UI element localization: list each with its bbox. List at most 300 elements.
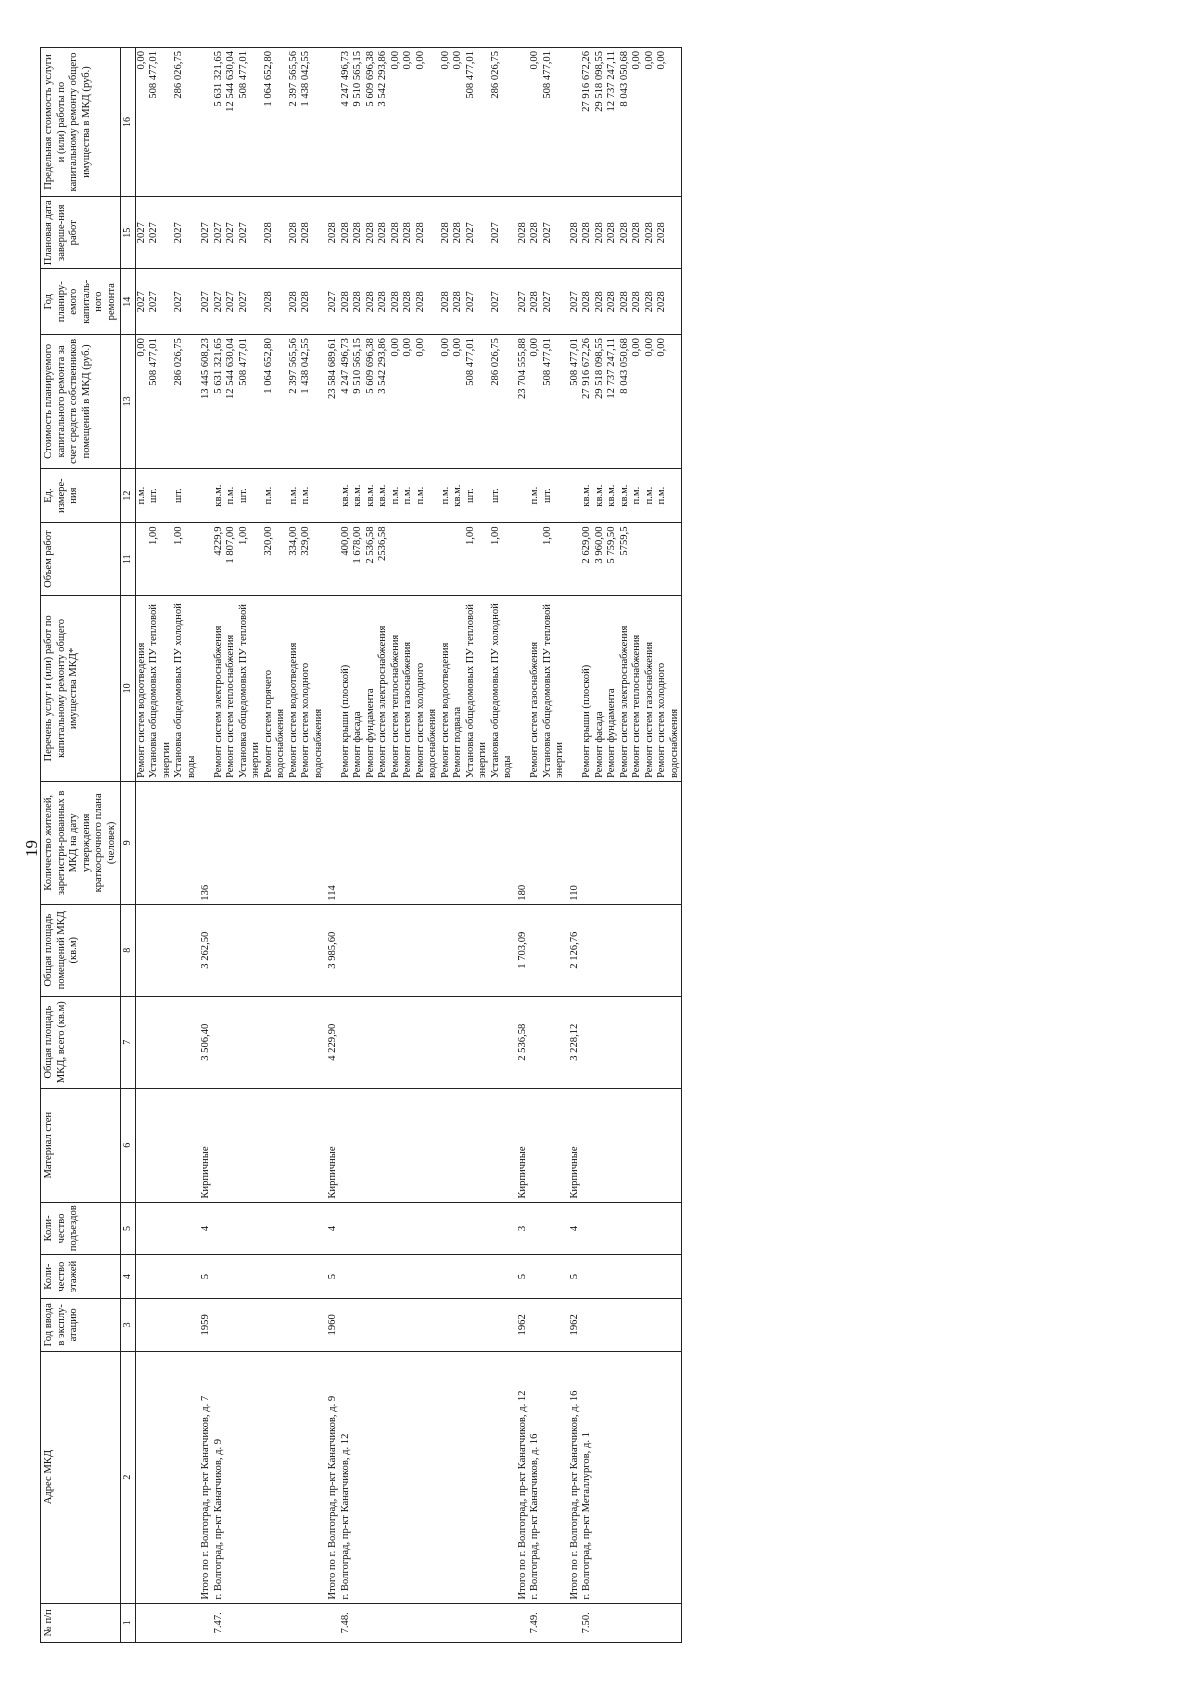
cell-work-type: Установка общедомовых ПУ тепловой энергии [542,595,567,781]
cell-number [542,1603,567,1642]
work-row [148,48,173,1643]
cell-number [415,1603,440,1642]
cell-residents [440,782,453,905]
cell-unit: п.м. [440,468,453,523]
cell-residents [263,782,288,905]
cell-area-total [288,996,301,1088]
cell-completion-date: 2028 [515,197,530,269]
cell-cost: 23 584 689,61 [325,335,340,469]
cell-unit: кв.м. [340,468,353,523]
cell-year-built [490,1299,515,1352]
cell-address [415,1351,440,1603]
total-row [515,48,530,1643]
cell-entrances: 4 [198,1202,213,1255]
cell-entrances [656,1202,682,1255]
cell-cost: 0,00 [656,335,682,469]
cell-number: 7.50. [581,1603,594,1642]
cell-entrances: 4 [567,1202,582,1255]
cell-work-type: Установка общедомовых ПУ тепловой энергии [148,595,173,781]
cell-address [173,1351,198,1603]
cell-completion-date: 2028 [352,197,365,269]
header-cell: Стоимость планируемого капитального ремонта за счет средств собственников помещений в МКД (руб.) [41,335,121,469]
building-row [213,48,226,1643]
cell-year-built [225,1299,238,1352]
cell-wall-material [213,1088,226,1202]
cell-work-type: Ремонт систем водоотведения [440,595,453,781]
cell-volume: 1,00 [542,523,567,595]
cell-floors [352,1255,365,1299]
cell-area-total [238,996,263,1088]
cell-unit: шт. [148,468,173,523]
cell-limit-cost: 0,00 [402,48,415,197]
column-number: 16 [121,48,136,197]
cell-wall-material [352,1088,365,1202]
cell-entrances [594,1202,607,1255]
column-number: 2 [121,1351,136,1603]
column-number: 5 [121,1202,136,1255]
cell-floors [606,1255,619,1299]
cell-completion-date: 2028 [619,197,632,269]
cell-address: г. Волгоград, пр-кт Канатчиков, д. 16 [529,1351,542,1603]
cell-residents: 180 [515,782,530,905]
column-number: 15 [121,197,136,269]
cell-unit [198,468,213,523]
cell-area-total [606,996,619,1088]
cell-number [300,1603,325,1642]
cell-volume [515,523,530,595]
cell-volume: 1,00 [173,523,198,595]
cell-area-premises [656,904,682,996]
cell-address [390,1351,403,1603]
cell-completion-date: 2028 [581,197,594,269]
cell-limit-cost: 286 026,75 [490,48,515,197]
cell-address [490,1351,515,1603]
cell-floors [390,1255,403,1299]
cell-repair-year: 2028 [402,269,415,335]
cell-number [631,1603,644,1642]
column-number: 4 [121,1255,136,1299]
cell-year-built [135,1299,148,1352]
cell-number [225,1603,238,1642]
cell-residents [619,782,632,905]
cell-repair-year: 2027 [465,269,490,335]
cell-area-premises [340,904,353,996]
cell-repair-year: 2028 [288,269,301,335]
cell-area-premises [402,904,415,996]
cell-area-premises [529,904,542,996]
cell-area-premises [594,904,607,996]
cell-number [352,1603,365,1642]
cell-floors: 5 [515,1255,530,1299]
cell-year-built [606,1299,619,1352]
cell-address: Итого по г. Волгоград, пр-кт Канатчиков, д. 7 [198,1351,213,1603]
cell-area-total [300,996,325,1088]
work-row [352,48,365,1643]
cell-cost: 0,00 [529,335,542,469]
cell-repair-year: 2028 [440,269,453,335]
cell-repair-year: 2027 [490,269,515,335]
cell-completion-date: 2028 [365,197,378,269]
cell-volume [567,523,582,595]
cell-area-premises: 1 703,09 [515,904,530,996]
cell-volume: 320,00 [263,523,288,595]
cell-area-premises [390,904,403,996]
cell-entrances [300,1202,325,1255]
cell-entrances [263,1202,288,1255]
cell-floors [529,1255,542,1299]
cell-number [644,1603,657,1642]
cell-address [631,1351,644,1603]
cell-work-type: Ремонт подвала [452,595,465,781]
cell-cost: 508 477,01 [238,335,263,469]
cell-cost: 508 477,01 [148,335,173,469]
header-cell: Объем работ [41,523,121,595]
cell-limit-cost: 9 510 565,15 [352,48,365,197]
cell-area-total [415,996,440,1088]
cell-area-premises [263,904,288,996]
cell-floors [377,1255,390,1299]
cell-area-premises [452,904,465,996]
cell-residents [606,782,619,905]
cell-area-total [465,996,490,1088]
work-row [619,48,632,1643]
cell-entrances [225,1202,238,1255]
cell-area-premises [173,904,198,996]
cell-cost: 0,00 [644,335,657,469]
cell-volume [198,523,213,595]
cell-unit: шт. [542,468,567,523]
cell-area-premises [225,904,238,996]
cell-limit-cost: 27 916 672,26 [581,48,594,197]
cell-unit: шт. [173,468,198,523]
cell-volume: 1 678,00 [352,523,365,595]
cell-floors [173,1255,198,1299]
cell-wall-material [148,1088,173,1202]
cell-year-built [402,1299,415,1352]
cell-completion-date: 2027 [173,197,198,269]
cell-volume: 5759,5 [619,523,632,595]
cell-completion-date: 2028 [415,197,440,269]
cell-volume: 2 629,00 [581,523,594,595]
cell-unit: п.м. [225,468,238,523]
total-row [198,48,213,1643]
cell-area-premises [440,904,453,996]
cell-year-built [452,1299,465,1352]
cell-area-total [263,996,288,1088]
cell-entrances [415,1202,440,1255]
cell-year-built [288,1299,301,1352]
cell-wall-material [542,1088,567,1202]
cell-completion-date: 2028 [606,197,619,269]
cell-cost: 508 477,01 [542,335,567,469]
cell-work-type: Ремонт систем газоснабжения [644,595,657,781]
cell-area-premises: 3 262,50 [198,904,213,996]
cell-area-premises [288,904,301,996]
cell-cost: 0,00 [135,335,148,469]
cell-work-type: Установка общедомовых ПУ тепловой энергии [238,595,263,781]
cell-floors [213,1255,226,1299]
cell-repair-year: 2028 [644,269,657,335]
cell-entrances [529,1202,542,1255]
cell-wall-material [606,1088,619,1202]
cell-address [135,1351,148,1603]
header-cell: Плановая дата заверше-ния работ [41,197,121,269]
cell-completion-date: 2028 [263,197,288,269]
cell-volume [325,523,340,595]
cell-residents [631,782,644,905]
cell-area-total [390,996,403,1088]
cell-completion-date: 2028 [631,197,644,269]
cell-area-total [225,996,238,1088]
cell-limit-cost: 4 247 496,73 [340,48,353,197]
cell-cost: 5 631 321,65 [213,335,226,469]
cell-repair-year: 2027 [515,269,530,335]
cell-wall-material [594,1088,607,1202]
cell-address [465,1351,490,1603]
cell-number [440,1603,453,1642]
cell-year-built [656,1299,682,1352]
cell-work-type: Ремонт систем холодного водоснабжения [656,595,682,781]
cell-area-total [340,996,353,1088]
cell-volume [644,523,657,595]
cell-limit-cost: 1 438 042,55 [300,48,325,197]
cell-volume: 329,00 [300,523,325,595]
cell-cost: 286 026,75 [173,335,198,469]
cell-entrances [390,1202,403,1255]
cell-work-type: Установка общедомовых ПУ холодной воды [490,595,515,781]
cell-cost: 286 026,75 [490,335,515,469]
cell-limit-cost: 508 477,01 [542,48,567,197]
cell-unit: шт. [238,468,263,523]
header-cell: Ед. измере-ния [41,468,121,523]
cell-number [619,1603,632,1642]
cell-completion-date: 2027 [148,197,173,269]
cell-limit-cost: 0,00 [631,48,644,197]
header-cell: Количество жителей, зарегистри-рованных в МКД на дату утверждения краткосрочного плана (человек) [41,782,121,905]
cell-volume [135,523,148,595]
cell-wall-material [631,1088,644,1202]
cell-residents [390,782,403,905]
cell-year-built [377,1299,390,1352]
work-row [288,48,301,1643]
cell-limit-cost: 1 064 652,80 [263,48,288,197]
cell-year-built [440,1299,453,1352]
cell-wall-material: Кирпичные [325,1088,340,1202]
cell-number [490,1603,515,1642]
column-number: 9 [121,782,136,905]
cell-entrances [365,1202,378,1255]
cell-number [173,1603,198,1642]
header-cell: Предельная стоимость услуги и (или) работы по капитальному ремонту общего имущества в МКД (руб.) [41,48,121,197]
total-row [325,48,340,1643]
cell-cost: 2 397 565,56 [288,335,301,469]
cell-residents [238,782,263,905]
cell-address [263,1351,288,1603]
cell-volume: 2536,58 [377,523,390,595]
cell-address: г. Волгоград, пр-кт Металлургов, д. 1 [581,1351,594,1603]
cell-repair-year: 2028 [300,269,325,335]
cell-address [440,1351,453,1603]
cell-residents [490,782,515,905]
column-number: 3 [121,1299,136,1352]
cell-unit: п.м. [300,468,325,523]
cell-area-premises [465,904,490,996]
cell-area-premises [490,904,515,996]
cell-limit-cost [198,48,213,197]
cell-cost: 23 704 555,88 [515,335,530,469]
cell-area-premises [352,904,365,996]
cell-unit: кв.м. [377,468,390,523]
cell-work-type: Ремонт фасада [352,595,365,781]
cell-residents [644,782,657,905]
cell-completion-date: 2028 [656,197,682,269]
cell-completion-date: 2027 [465,197,490,269]
cell-work-type [198,595,213,781]
cell-number: 7.49. [529,1603,542,1642]
cell-unit: кв.м. [619,468,632,523]
cell-repair-year: 2027 [198,269,213,335]
work-row [238,48,263,1643]
cell-area-total [619,996,632,1088]
cell-cost: 3 542 293,86 [377,335,390,469]
header-cell: Год ввода в эксплу-атацию [41,1299,121,1352]
cell-unit: кв.м. [365,468,378,523]
cell-number [198,1603,213,1642]
cell-year-built [300,1299,325,1352]
cell-unit: п.м. [415,468,440,523]
work-row [542,48,567,1643]
cell-repair-year: 2028 [263,269,288,335]
cell-area-premises [631,904,644,996]
cell-completion-date: 2028 [390,197,403,269]
cell-address: Итого по г. Волгоград, пр-кт Канатчиков, д. 16 [567,1351,582,1603]
cell-year-built [619,1299,632,1352]
header-cell: Перечень услуг и (или) работ по капитальному ремонту общего имущества МКД* [41,595,121,781]
cell-area-total [490,996,515,1088]
cell-wall-material: Кирпичные [515,1088,530,1202]
work-row [300,48,325,1643]
cell-floors [465,1255,490,1299]
cell-residents [529,782,542,905]
cell-unit: п.м. [263,468,288,523]
cell-year-built [238,1299,263,1352]
column-number: 10 [121,595,136,781]
cell-repair-year: 2028 [631,269,644,335]
cell-completion-date: 2028 [452,197,465,269]
cell-wall-material [490,1088,515,1202]
work-row [263,48,288,1643]
cell-cost: 12 544 630,04 [225,335,238,469]
cell-floors [594,1255,607,1299]
capital-repair-table [40,47,682,1643]
cell-area-total [542,996,567,1088]
cell-floors [402,1255,415,1299]
cell-area-total [402,996,415,1088]
cell-wall-material [263,1088,288,1202]
cell-entrances [352,1202,365,1255]
cell-entrances [440,1202,453,1255]
cell-year-built [352,1299,365,1352]
cell-year-built [213,1299,226,1352]
cell-residents [352,782,365,905]
cell-entrances [490,1202,515,1255]
work-row [440,48,453,1643]
cell-area-total [644,996,657,1088]
cell-area-total [213,996,226,1088]
cell-floors: 5 [198,1255,213,1299]
cell-wall-material [529,1088,542,1202]
cell-work-type: Установка общедомовых ПУ тепловой энергии [465,595,490,781]
cell-residents [148,782,173,905]
cell-year-built [415,1299,440,1352]
cell-completion-date: 2028 [325,197,340,269]
cell-residents [135,782,148,905]
cell-number: 7.47. [213,1603,226,1642]
cell-floors [656,1255,682,1299]
work-row [594,48,607,1643]
cell-area-premises [148,904,173,996]
cell-repair-year: 2028 [365,269,378,335]
cell-wall-material [581,1088,594,1202]
cell-repair-year: 2028 [377,269,390,335]
cell-floors [288,1255,301,1299]
cell-wall-material [238,1088,263,1202]
cell-repair-year: 2027 [542,269,567,335]
cell-floors [148,1255,173,1299]
cell-volume [402,523,415,595]
work-row [402,48,415,1643]
cell-completion-date: 2027 [238,197,263,269]
cell-volume: 1,00 [238,523,263,595]
cell-volume: 400,00 [340,523,353,595]
cell-wall-material [465,1088,490,1202]
cell-area-total [173,996,198,1088]
cell-completion-date: 2027 [225,197,238,269]
header-cell: Год планиру-емого капиталь-ного ремонта [41,269,121,335]
cell-unit: п.м. [402,468,415,523]
cell-cost: 27 916 672,26 [581,335,594,469]
cell-unit [325,468,340,523]
cell-limit-cost [515,48,530,197]
cell-limit-cost: 508 477,01 [238,48,263,197]
cell-wall-material [390,1088,403,1202]
cell-cost: 0,00 [631,335,644,469]
cell-residents [377,782,390,905]
cell-work-type: Ремонт систем электроснабжения [213,595,226,781]
cell-year-built [173,1299,198,1352]
cell-area-total [529,996,542,1088]
cell-entrances [631,1202,644,1255]
cell-completion-date: 2027 [198,197,213,269]
cell-area-total [365,996,378,1088]
cell-residents [656,782,682,905]
cell-number [452,1603,465,1642]
cell-address [238,1351,263,1603]
cell-area-premises [213,904,226,996]
cell-volume: 5 759,50 [606,523,619,595]
cell-number [567,1603,582,1642]
cell-cost: 8 043 050,68 [619,335,632,469]
cell-unit: п.м. [135,468,148,523]
cell-volume [631,523,644,595]
cell-volume [415,523,440,595]
cell-entrances [402,1202,415,1255]
building-row [340,48,353,1643]
cell-work-type: Ремонт систем газоснабжения [529,595,542,781]
cell-unit: п.м. [644,468,657,523]
cell-limit-cost: 0,00 [135,48,148,197]
cell-area-total [352,996,365,1088]
